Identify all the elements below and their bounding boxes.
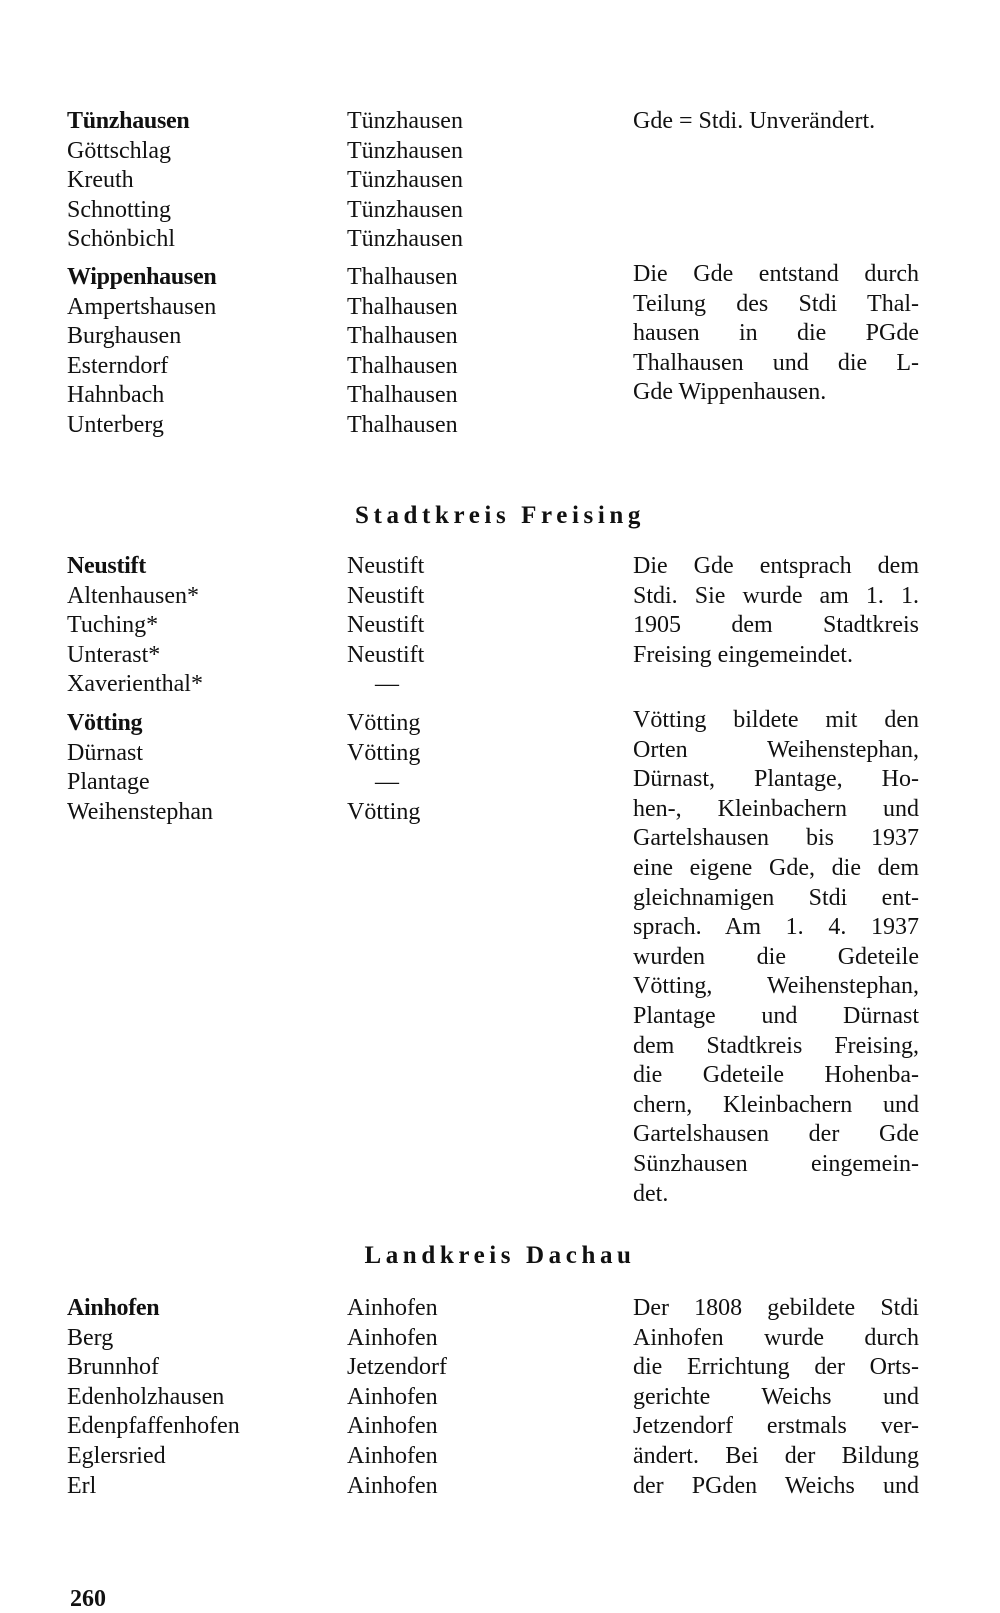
- note-line: gleichnamigen Stdi ent-: [633, 884, 919, 911]
- note-line: chern, Kleinbachern und: [633, 1091, 919, 1118]
- note-line: Die Gde entsprach dem: [633, 553, 919, 579]
- section-heading-dachau: Landkreis Dachau: [364, 1242, 636, 1269]
- district-column: [347, 263, 607, 441]
- district-name: Thalhausen: [347, 293, 458, 320]
- note-line: der PGden Weichs und: [633, 1472, 919, 1499]
- district-name: Neustift: [347, 641, 425, 668]
- place-column: [67, 107, 337, 255]
- district-column: [347, 107, 607, 255]
- note-line: dem Stadtkreis Freising,: [633, 1032, 919, 1059]
- note-line: Thalhausen und die L-: [633, 349, 919, 376]
- note-column: [633, 260, 919, 408]
- district-name: —: [375, 769, 399, 796]
- note-line: Ainhofen wurde durch: [633, 1324, 919, 1351]
- municipality-name: Ainhofen: [67, 1295, 160, 1321]
- district-column: [347, 552, 607, 700]
- note-line: die Errichtung der Orts-: [633, 1354, 919, 1381]
- note-line: wurden die Gdeteile: [633, 943, 919, 970]
- note-column: [633, 1294, 919, 1501]
- note-line: Sünzhausen eingemein-: [633, 1150, 919, 1177]
- place-name: Kreuth: [67, 167, 134, 194]
- place-name: Brunnhof: [67, 1354, 159, 1381]
- place-name: Burghausen: [67, 323, 182, 350]
- district-name: —: [375, 671, 399, 698]
- district-name: Tünzhausen: [347, 196, 463, 223]
- district-name: Thalhausen: [347, 264, 458, 290]
- note-line: Vötting, Weihenstephan,: [633, 973, 919, 1000]
- note-line: Der 1808 gebildete Stdi: [633, 1295, 919, 1321]
- district-column: [347, 1294, 607, 1501]
- place-name: Dürnast: [67, 739, 143, 766]
- place-name: Esterndorf: [67, 352, 169, 379]
- place-name: Eglersried: [67, 1442, 166, 1469]
- note-line: Plantage und Dürnast: [633, 1002, 919, 1029]
- note-line: Gde = Stdi. Unverändert.: [633, 108, 876, 134]
- note-line: die Gdeteile Hohenba-: [633, 1062, 919, 1089]
- district-name: Neustift: [347, 582, 425, 609]
- note-line: ändert. Bei der Bildung: [633, 1442, 919, 1469]
- district-name: Thalhausen: [347, 411, 458, 438]
- place-name: Plantage: [67, 769, 150, 796]
- note-line: Vötting bildete mit den: [633, 707, 919, 733]
- place-column: [67, 263, 337, 441]
- note-line: Stdi. Sie wurde am 1. 1.: [633, 582, 919, 609]
- district-name: Tünzhausen: [347, 167, 463, 194]
- place-name: Schönbichl: [67, 226, 175, 253]
- place-name: Edenpfaffenhofen: [67, 1413, 240, 1440]
- note-column: [633, 552, 919, 670]
- place-name: Weihenstephan: [67, 798, 214, 825]
- place-name: Hahnbach: [67, 382, 165, 409]
- note-line: hen-, Kleinbachern und: [633, 795, 919, 822]
- district-name: Vötting: [347, 710, 421, 736]
- note-line: sprach. Am 1. 4. 1937: [633, 914, 919, 941]
- district-name: Vötting: [347, 798, 421, 825]
- note-column: [633, 107, 919, 137]
- note-line: Teilung des Stdi Thal-: [633, 290, 919, 317]
- place-name: Edenholzhausen: [67, 1383, 225, 1410]
- page-number: 260: [70, 1586, 106, 1612]
- note-column: [633, 706, 919, 1209]
- note-line: Gartelshausen bis 1937: [633, 825, 919, 852]
- district-name: Ainhofen: [347, 1472, 438, 1499]
- district-name: Ainhofen: [347, 1324, 438, 1351]
- note-line: Gartelshausen der Gde: [633, 1121, 919, 1148]
- note-line: Dürnast, Plantage, Ho-: [633, 766, 919, 793]
- place-column: [67, 552, 337, 700]
- district-column: [347, 709, 607, 827]
- district-name: Tünzhausen: [347, 226, 463, 253]
- district-name: Thalhausen: [347, 382, 458, 409]
- municipality-name: Wippenhausen: [67, 264, 217, 290]
- place-name: Altenhausen*: [67, 582, 199, 609]
- place-name: Xaverienthal*: [67, 671, 203, 698]
- note-line: det.: [633, 1180, 669, 1207]
- district-name: Jetzendorf: [347, 1354, 447, 1381]
- district-name: Vötting: [347, 739, 421, 766]
- note-line: eine eigene Gde, die dem: [633, 854, 919, 881]
- municipality-name: Tünzhausen: [67, 108, 190, 134]
- municipality-name: Vötting: [67, 710, 143, 736]
- district-name: Ainhofen: [347, 1295, 438, 1321]
- district-name: Ainhofen: [347, 1413, 438, 1440]
- district-name: Ainhofen: [347, 1383, 438, 1410]
- place-name: Göttschlag: [67, 137, 171, 164]
- district-name: Tünzhausen: [347, 108, 463, 134]
- district-name: Neustift: [347, 553, 425, 579]
- district-name: Tünzhausen: [347, 137, 463, 164]
- municipality-name: Neustift: [67, 553, 146, 579]
- place-name: Berg: [67, 1324, 114, 1351]
- note-line: 1905 dem Stadtkreis: [633, 612, 919, 639]
- note-line: Orten Weihenstephan,: [633, 736, 919, 763]
- district-name: Ainhofen: [347, 1442, 438, 1469]
- note-line: hausen in die PGde: [633, 320, 919, 347]
- district-name: Neustift: [347, 612, 425, 639]
- district-name: Thalhausen: [347, 352, 458, 379]
- place-column: [67, 1294, 337, 1501]
- note-line: Freising eingemeindet.: [633, 641, 853, 668]
- place-name: Unterberg: [67, 411, 164, 438]
- place-name: Tuching*: [67, 612, 159, 639]
- place-name: Erl: [67, 1472, 97, 1499]
- note-line: Die Gde entstand durch: [633, 261, 919, 287]
- note-line: Jetzendorf erstmals ver-: [633, 1413, 919, 1440]
- place-name: Schnotting: [67, 196, 172, 223]
- section-heading-freising: Stadtkreis Freising: [355, 502, 645, 529]
- place-name: Ampertshausen: [67, 293, 217, 320]
- place-column: [67, 709, 337, 827]
- place-name: Unterast*: [67, 641, 161, 668]
- note-line: Gde Wippenhausen.: [633, 379, 827, 406]
- district-name: Thalhausen: [347, 323, 458, 350]
- note-line: gerichte Weichs und: [633, 1383, 919, 1410]
